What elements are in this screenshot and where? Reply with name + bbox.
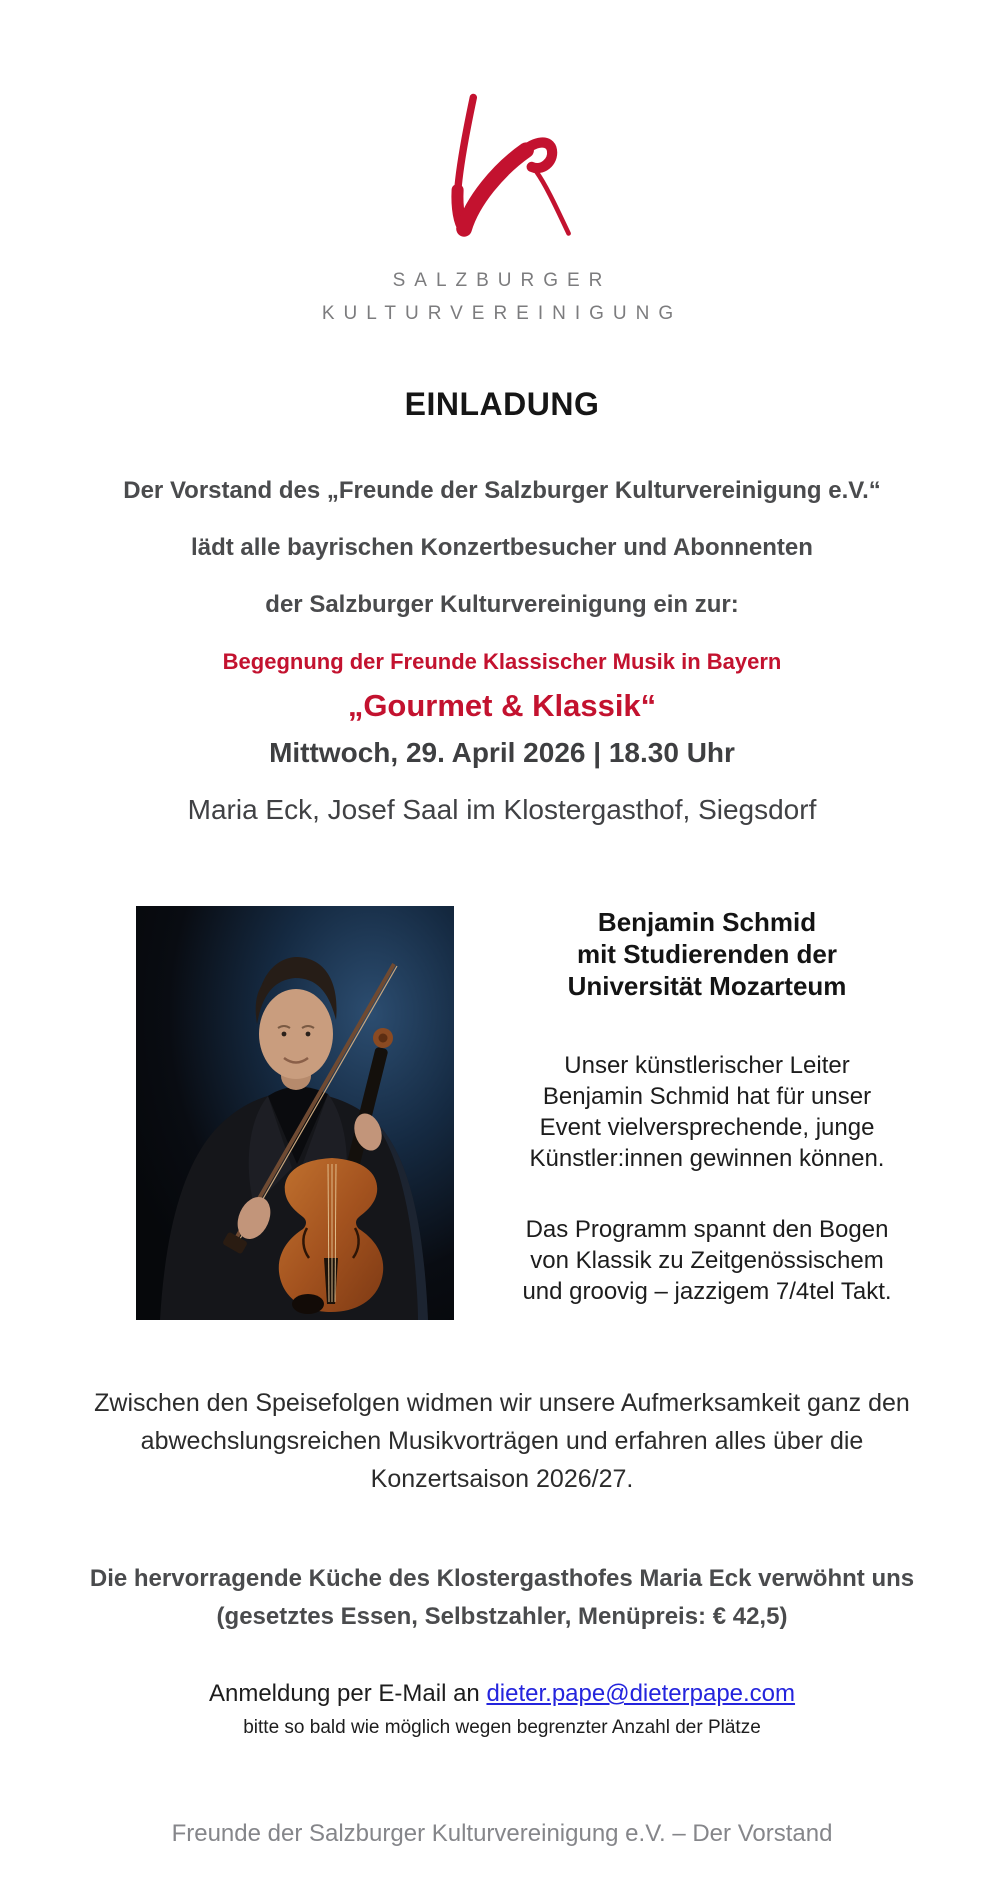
intro-line-2: lädt alle bayrischen Konzertbesucher und Abonnenten xyxy=(191,534,813,561)
footer-signature: Freunde der Salzburger Kulturvereinigung e.V. – Der Vorstand xyxy=(171,1820,833,1847)
program-line-1: Zwischen den Speisefolgen widmen wir unsere Aufmerksamkeit ganz den xyxy=(94,1389,910,1417)
artist-text-column xyxy=(467,906,947,1307)
program-line-3: Konzertsaison 2026/27. xyxy=(370,1465,634,1493)
artist-para2-line2: von Klassik zu Zeitgenössischem xyxy=(530,1247,884,1274)
artist-para1-line3: Event vielversprechende, junge xyxy=(539,1114,875,1141)
event-kicker: Begegnung der Freunde Klassischer Musik in Bayern xyxy=(222,649,782,674)
artist-para1-line4: Künstler:innen gewinnen können. xyxy=(529,1145,885,1172)
registration-email-link[interactable]: dieter.pape@dieterpape.com xyxy=(486,1680,796,1707)
artist-para1-line1: Unser künstlerischer Leiter xyxy=(564,1052,850,1079)
registration-note: bitte so bald wie möglich wegen begrenzter Anzahl der Plätze xyxy=(243,1717,761,1738)
program-paragraph xyxy=(0,1384,1004,1498)
registration-prefix: Anmeldung per E-Mail an xyxy=(208,1680,487,1707)
artist-para2-line3: und groovig – jazzigem 7/4tel Takt. xyxy=(522,1278,892,1305)
kulturvereinigung-brush-icon xyxy=(428,86,576,244)
artist-photo xyxy=(136,906,454,1320)
dinner-line-2: (gesetztes Essen, Selbstzahler, Menüpreis: € 42,5) xyxy=(216,1603,788,1630)
artist-para2-line1: Das Programm spannt den Bogen xyxy=(525,1216,889,1243)
artist-para1-line2: Benjamin Schmid hat für unser xyxy=(542,1083,872,1110)
dinner-line-1: Die hervorragende Küche des Klostergasthofes Maria Eck verwöhnt uns xyxy=(89,1565,915,1592)
artist-name: Benjamin Schmid xyxy=(597,907,817,937)
registration-line xyxy=(0,1680,1004,1708)
intro-line-3: der Salzburger Kulturvereinigung ein zur: xyxy=(265,591,739,618)
artist-section xyxy=(0,906,1004,1320)
program-line-2: abwechslungsreichen Musikvorträgen und erfahren alles über die xyxy=(140,1427,864,1455)
event-title: „Gourmet & Klassik“ xyxy=(347,688,657,723)
page-title: EINLADUNG xyxy=(404,386,600,422)
artist-subtitle-2: Universität Mozarteum xyxy=(567,971,847,1001)
event-datetime: Mittwoch, 29. April 2026 | 18.30 Uhr xyxy=(269,737,735,768)
logo-wordmark-line1: SALZBURGER xyxy=(392,270,612,291)
artist-subtitle-1: mit Studierenden der xyxy=(576,939,838,969)
event-location: Maria Eck, Josef Saal im Klostergasthof, Siegsdorf xyxy=(187,794,817,825)
intro-line-1: Der Vorstand des „Freunde der Salzburger Kulturvereinigung e.V.“ xyxy=(123,477,881,504)
dinner-info xyxy=(0,1560,1004,1636)
logo-wordmark-line2: KULTURVEREINIGUNG xyxy=(321,303,683,324)
